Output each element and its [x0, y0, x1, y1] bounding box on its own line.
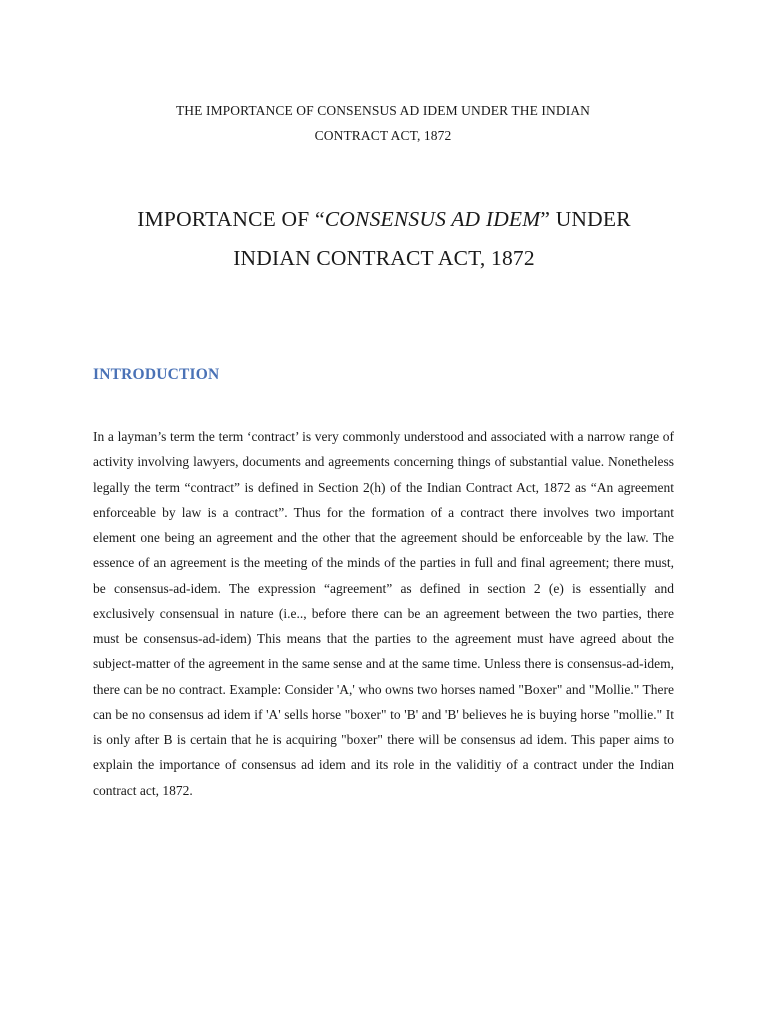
document-title-line-2: INDIAN CONTRACT ACT, 1872 — [233, 246, 535, 270]
title-suffix: ” UNDER — [540, 207, 631, 231]
running-title — [130, 98, 636, 148]
title-prefix: IMPORTANCE OF “ — [137, 207, 325, 231]
running-title-line-2: CONTRACT ACT, 1872 — [314, 128, 452, 143]
document-title — [90, 200, 678, 278]
running-title-line-1: THE IMPORTANCE OF CONSENSUS AD IDEM UNDER THE INDIAN — [175, 103, 591, 118]
title-italic-phrase: CONSENSUS AD IDEM — [324, 207, 541, 231]
introduction-paragraph: In a layman’s term the term ‘contract’ is very commonly understood and associated with a narrow range of activity involving lawyers, documents and agreements concerning things of substantial value. Nonetheless legally the term “contract” is defined in Section 2(h) of the Indian Contract Act, 1872 as “An agreement enforceable by law is a contract”. Thus for the formation of a contract there involves two important element one being an agreement and the other that the agreement should be enforceable by the law. The essence of an agreement is the meeting of the minds of the parties in full and final agreement; there must, be consensus-ad-idem. The expression “agreement” as defined in section 2 (e) is essentially and exclusively consensual in nature (i.e.., before there can be an agreement between the two parties, there must be consensus-ad-idem) This means that the parties to the agreement must have agreed about the subject-matter of the agreement in the same sense and at the same time. Unless there is consensus-ad-idem, there can be no contract. Example: Consider 'A,' who owns two horses named "Boxer" and "Mollie." There can be no consensus ad idem if 'A' sells horse "boxer" to 'B' and 'B' believes he is buying horse "mollie." It is only after B is certain that he is acquiring "boxer" there will be consensus ad idem. This paper aims to explain the importance of consensus ad idem and its role in the validitiy of a contract under the Indian contract act, 1872. — [93, 429, 674, 798]
document-title-line-1 — [90, 200, 678, 239]
section-heading-introduction: INTRODUCTION — [93, 366, 220, 383]
